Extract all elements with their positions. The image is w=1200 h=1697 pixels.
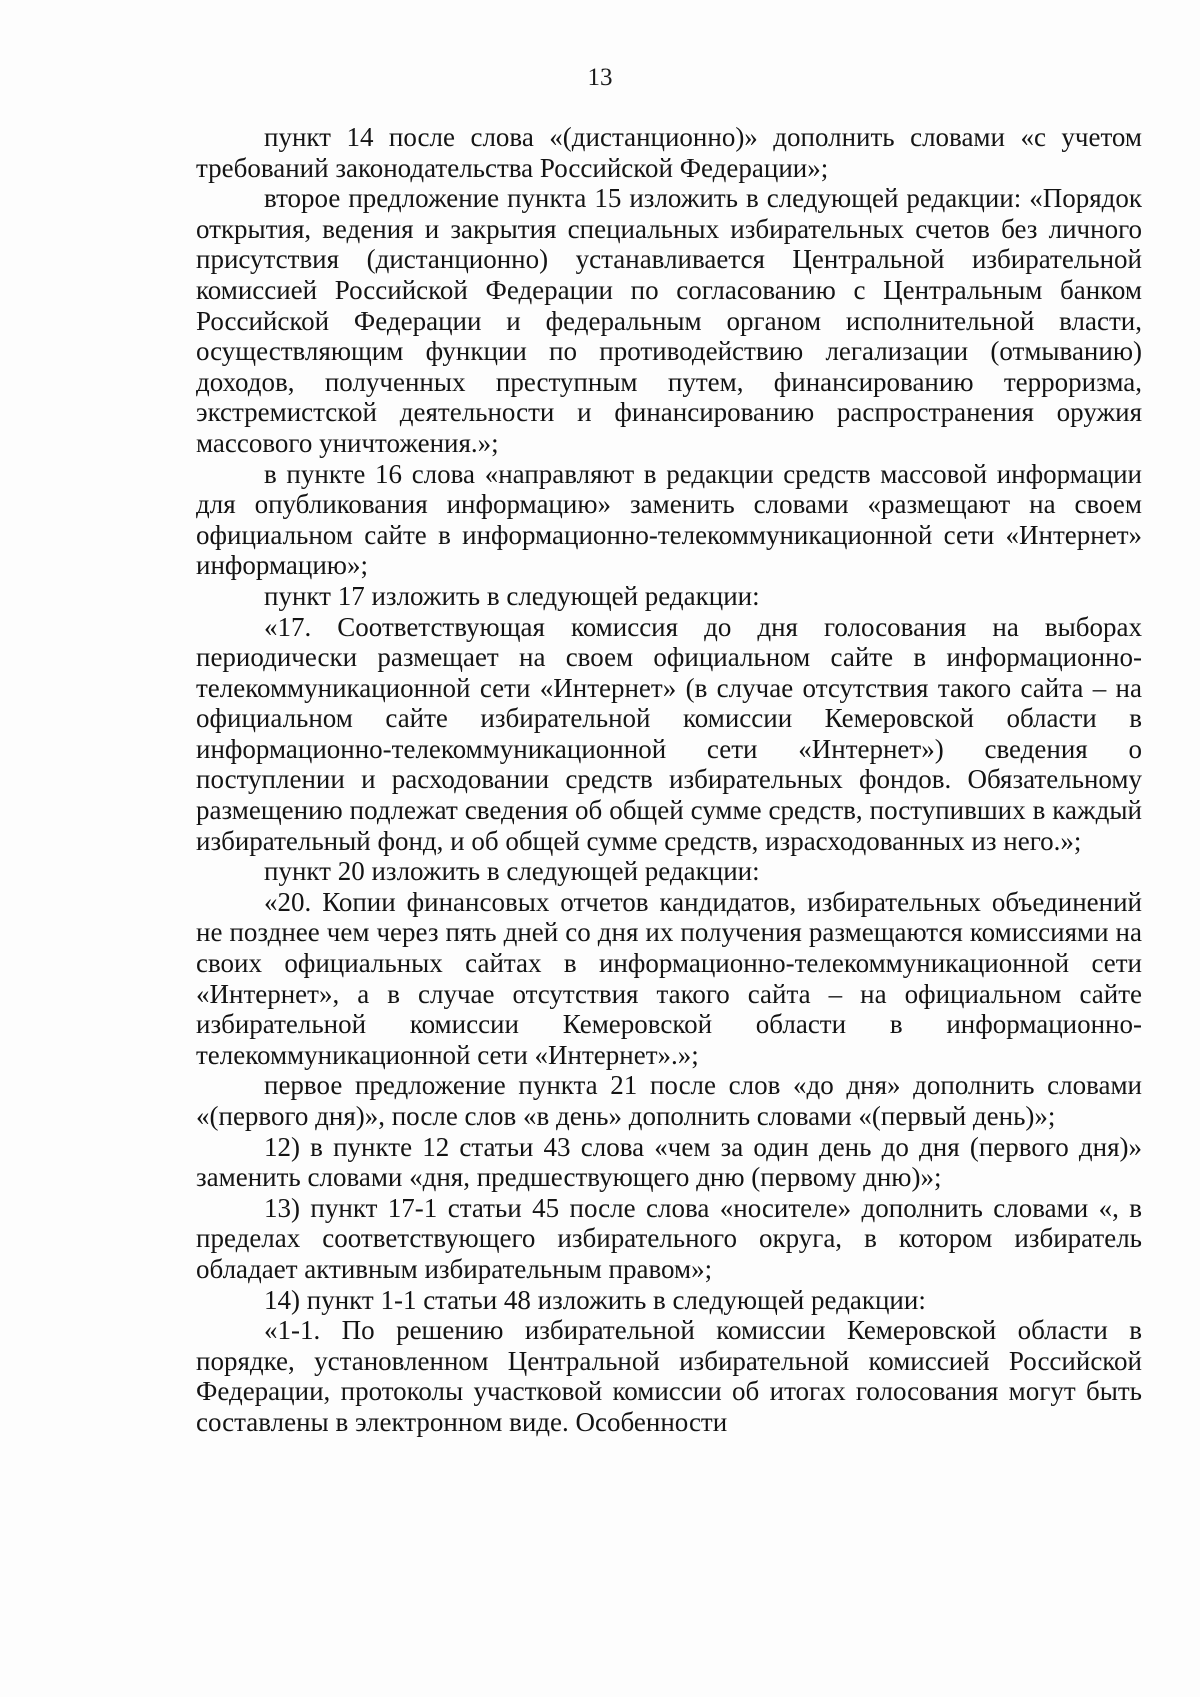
paragraph: второе предложение пункта 15 изложить в следующей редакции: «Порядок открытия, ведения и закрытия специальных избирательных счетов без личного присутствия (дистанционно) устанавливается Центральной избирательной комиссией Российской Федерации по согласованию с Центральным банком Российской Федерации и федеральным органом исполнительной власти, осуществляющим функции по противодействию легализации (отмыванию) доходов, полученных преступным путем, финансированию терроризма, экстремистской деятельности и финансированию распространения оружия массового уничтожения.»;	[196, 183, 1142, 458]
paragraph: 12) в пункте 12 статьи 43 слова «чем за один день до дня (первого дня)» заменить словами «дня, предшествующего дню (первому дню)»;	[196, 1131, 1142, 1193]
paragraph: пункт 17 изложить в следующей редакции:	[264, 580, 760, 611]
page-number: 13	[587, 64, 613, 91]
paragraph: пункт 20 изложить в следующей редакции:	[264, 856, 760, 887]
paragraph: 14) пункт 1-1 статьи 48 изложить в следующей редакции:	[264, 1284, 926, 1315]
paragraph: «17. Соответствующая комиссия до дня голосования на выборах периодически размещает на своем официальном сайте в информационно-телекоммуникационной сети «Интернет» (в случае отсутствия такого сайта – на официальном сайте избирательной комиссии Кемеровской области в информационно-телекоммуникационной сети «Интернет») сведения о поступлении и расходовании средств избирательных фондов. Обязательному размещению подлежат сведения об общей сумме средств, поступивших в каждый избирательный фонд, и об общей сумме средств, израсходованных из него.»;	[196, 611, 1142, 856]
paragraph: 13) пункт 17-1 статьи 45 после слова «носителе» дополнить словами «, в пределах соответствующего избирательного округа, в котором избиратель обладает активным избирательным правом»;	[196, 1192, 1142, 1284]
paragraph: пункт 14 после слова «(дистанционно)» дополнить словами «с учетом требований законодательства Российской Федерации»;	[196, 122, 1142, 183]
paragraph: «20. Копии финансовых отчетов кандидатов, избирательных объединений не позднее чем через пять дней со дня их получения размещаются комиссиями на своих официальных сайтах в информационно-телекоммуникационной сети «Интернет», а в случае отсутствия такого сайта – на официальном сайте избирательной комиссии Кемеровской области в информационно-телекоммуникационной сети «Интернет».»;	[196, 886, 1142, 1070]
paragraph: «1-1. По решению избирательной комиссии Кемеровской области в порядке, установленном Центральной избирательной комиссией Российской Федерации, протоколы участковой комиссии об итогах голосования могут быть составлены в электронном виде. Особенности	[196, 1315, 1142, 1437]
document-body	[196, 122, 1142, 1438]
paragraph: в пункте 16 слова «направляют в редакции средств массовой информации для опубликования информацию» заменить словами «размещают на своем официальном сайте в информационно-телекоммуникационной сети «Интернет» информацию»;	[196, 458, 1142, 581]
paragraph: первое предложение пункта 21 после слов «до дня» дополнить словами «(первого дня)», после слов «в день» дополнить словами «(первый день)»;	[196, 1070, 1142, 1131]
